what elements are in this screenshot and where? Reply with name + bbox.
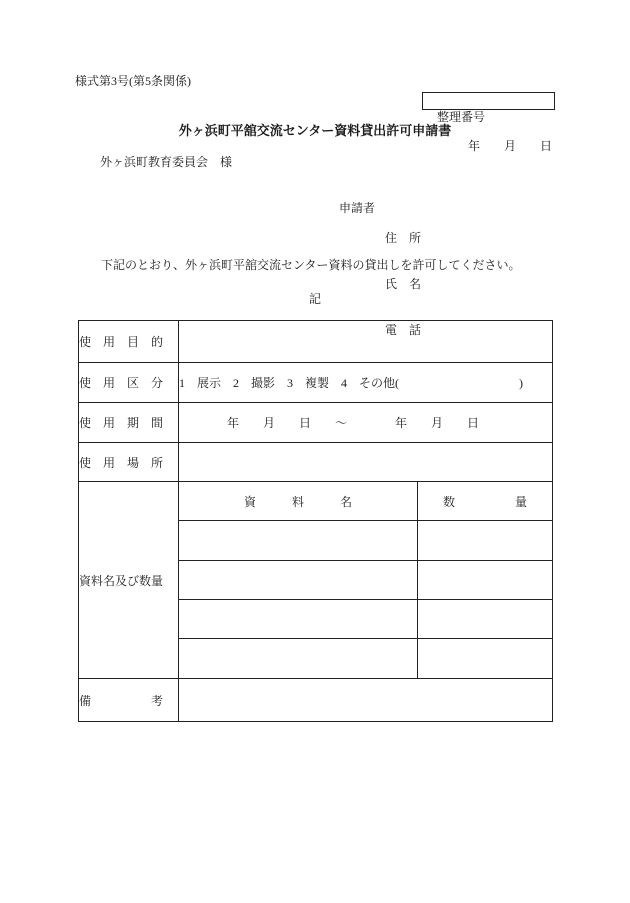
quantity-header: 数 量	[418, 482, 553, 521]
page-title: 外ヶ浜町平舘交流センター資料貸出許可申請書	[178, 123, 452, 138]
material-name-cell	[179, 639, 418, 679]
date-line: 年 月 日	[467, 139, 552, 153]
material-name-header: 資 料 名	[179, 482, 418, 521]
row-place	[79, 443, 553, 482]
row-category	[79, 363, 553, 403]
application-table	[78, 320, 553, 722]
material-quantity-cell	[418, 561, 553, 600]
purpose-value-cell	[179, 321, 553, 363]
applicant-label: 申請者	[339, 201, 376, 215]
reference-number-box	[422, 92, 555, 124]
purpose-label: 使 用 目 的	[79, 321, 179, 363]
applicant-address-label: 住 所	[385, 231, 422, 245]
row-materials-header	[79, 482, 553, 521]
row-period	[79, 403, 553, 443]
remarks-value-cell	[179, 679, 553, 722]
request-sentence: 下記のとおり、外ヶ浜町平舘交流センター資料の貸出しを許可してください。	[101, 258, 521, 272]
period-label: 使 用 期 間	[79, 403, 179, 443]
place-value-cell	[179, 443, 553, 482]
remarks-label: 備 考	[79, 679, 179, 722]
material-name-cell	[179, 521, 418, 561]
form-number: 様式第3号(第5条関係)	[75, 74, 191, 88]
row-remarks	[79, 679, 553, 722]
applicant-phone-label: 電 話	[385, 323, 422, 337]
applicant-name-label: 氏 名	[385, 277, 422, 291]
category-options: 1 展示 2 撮影 3 複製 4 その他( )	[179, 363, 553, 403]
place-label: 使 用 場 所	[79, 443, 179, 482]
material-quantity-cell	[418, 639, 553, 679]
material-quantity-cell	[418, 521, 553, 561]
materials-label: 資料名及び数量	[79, 482, 179, 679]
recipient-line: 外ヶ浜町教育委員会 様	[100, 155, 233, 169]
material-quantity-cell	[418, 600, 553, 639]
period-value-cell: 年 月 日 ～ 年 月 日	[179, 403, 553, 443]
row-purpose	[79, 321, 553, 363]
material-name-cell	[179, 600, 418, 639]
reference-number-label: 整理番号	[437, 110, 486, 124]
category-label: 使 用 区 分	[79, 363, 179, 403]
material-name-cell	[179, 561, 418, 600]
note-marker: 記	[308, 292, 321, 306]
